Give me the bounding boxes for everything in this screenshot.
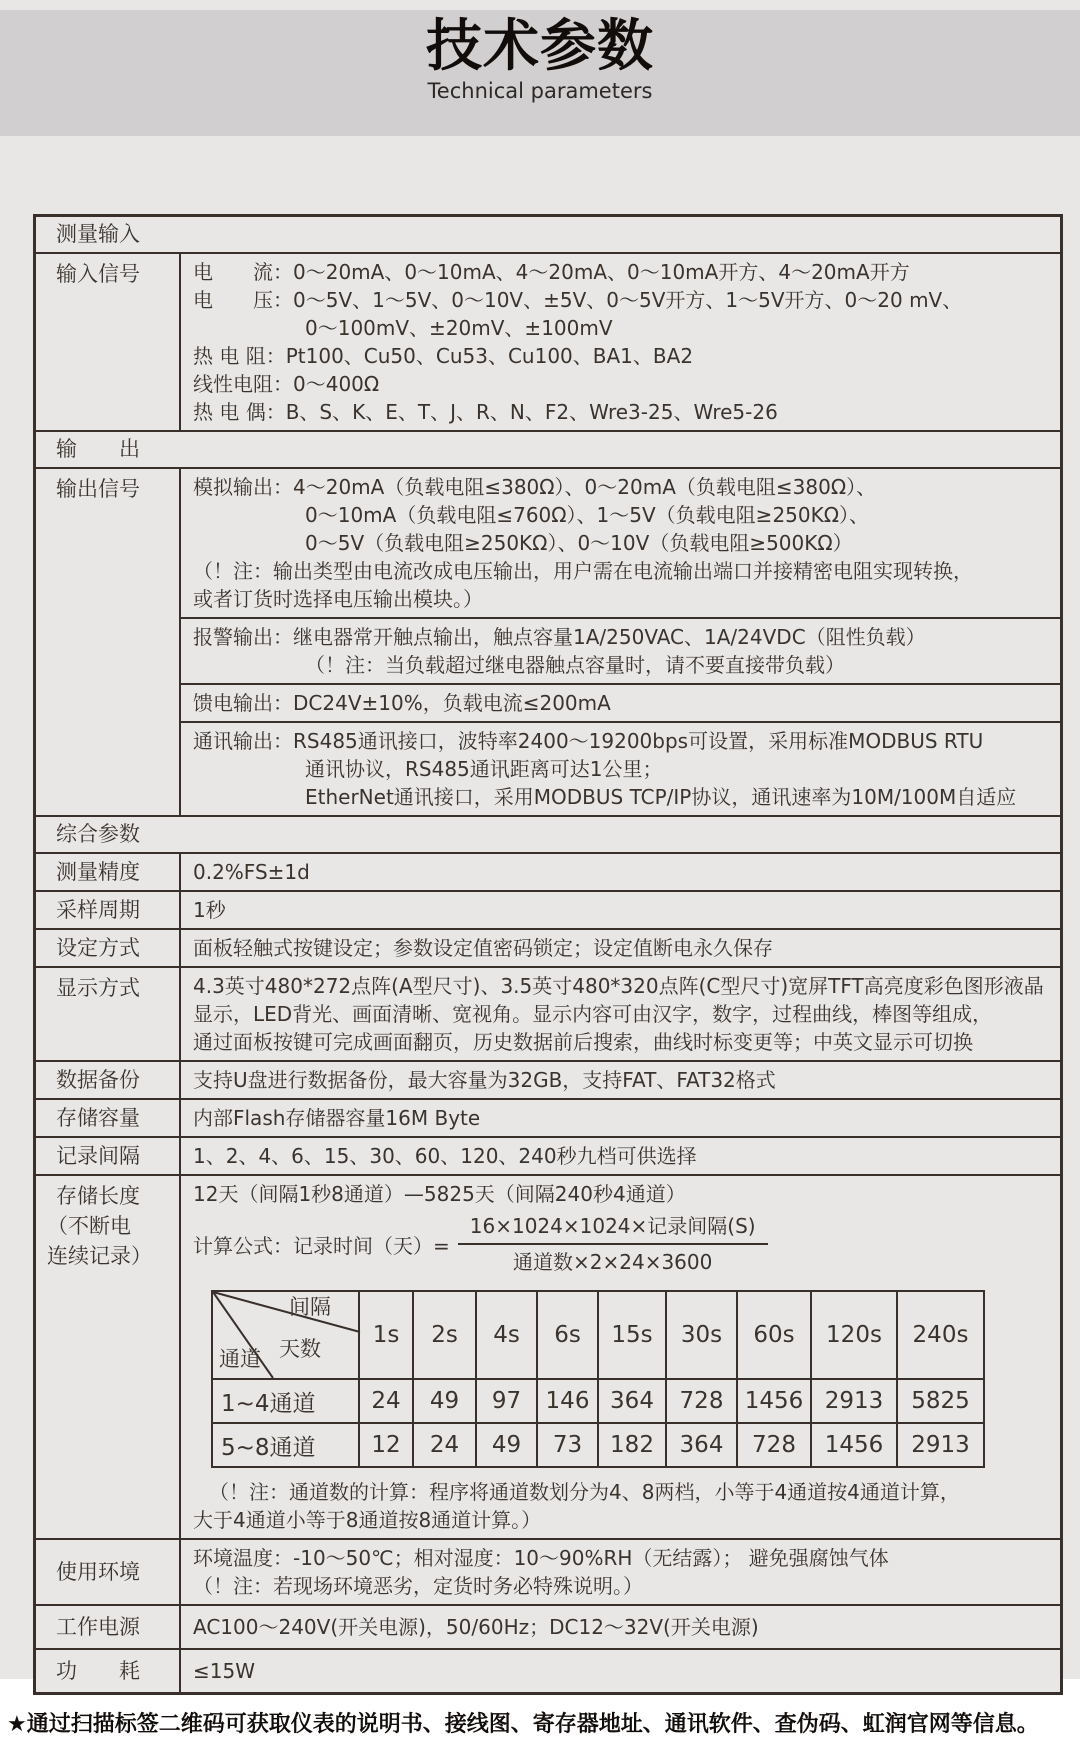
spec-line: AC100～240V(开关电源)，50/60Hz；DC12～32V(开关电源) — [193, 1615, 759, 1639]
spec-line: 线性电阻：0～400Ω — [193, 372, 380, 396]
storage-value: 24 — [359, 1379, 413, 1423]
storage-col-header: 6s — [537, 1291, 598, 1379]
storage-col-header: 30s — [666, 1291, 737, 1379]
spec-line: 面板轻触式按键设定；参数设定值密码锁定；设定值断电永久保存 — [193, 936, 773, 960]
subrow-feed-output — [181, 683, 1060, 721]
spec-line: 内部Flash存储器容量16M Byte — [193, 1106, 481, 1130]
row-label: 存储容量 — [36, 1100, 181, 1136]
row-label: 记录间隔 — [36, 1138, 181, 1174]
section-label: 测量输入 — [56, 222, 140, 246]
section-row-output — [36, 430, 1060, 467]
row-output-signal — [36, 467, 1060, 815]
row-content — [181, 968, 1060, 1060]
spec-line: 0～10mA（负载电阻≤760Ω）、1～5V（负载电阻≥250KΩ）、 — [305, 503, 870, 527]
storage-formula — [193, 1214, 1054, 1274]
section-label: 综合参数 — [56, 822, 140, 846]
row-label: 输入信号 — [36, 254, 181, 430]
storage-value: 1456 — [811, 1423, 897, 1467]
storage-value: 728 — [666, 1379, 737, 1423]
storage-value: 5825 — [897, 1379, 984, 1423]
footer-note: ★通过扫描标签二维码可获取仪表的说明书、接线图、寄存器地址、通讯软件、查伪码、虹润官网等信息。 — [7, 1712, 1039, 1737]
section-row-general — [36, 815, 1060, 852]
section-label: 输 出 — [56, 437, 140, 461]
storage-table-corner-cell — [212, 1291, 359, 1379]
row-content — [181, 1540, 1060, 1604]
spec-line: 热 电 偶：B、S、K、E、T、J、R、N、F2、Wre3-25、Wre5-26 — [193, 400, 778, 424]
storage-table — [211, 1290, 985, 1468]
formula-denominator: 通道数×2×24×3600 — [458, 1243, 768, 1274]
row-capacity — [36, 1098, 1060, 1136]
spec-table — [33, 214, 1063, 1695]
spec-line: 馈电输出：DC24V±10%，负载电流≤200mA — [193, 691, 611, 715]
spec-line: 报警输出：继电器常开触点输出，触点容量1A/250VAC、1A/24VDC（阻性负载） — [193, 625, 926, 649]
row-label: 数据备份 — [36, 1062, 181, 1098]
storage-value: 182 — [598, 1423, 666, 1467]
row-input-signal — [36, 252, 1060, 430]
spec-line: 显示，LED背光、画面清晰、宽视角。显示内容可由汉字，数字，过程曲线，棒图等组成， — [193, 1002, 993, 1026]
storage-value: 728 — [737, 1423, 811, 1467]
row-accuracy — [36, 852, 1060, 890]
storage-table-header-row — [212, 1291, 984, 1379]
storage-value: 1456 — [737, 1379, 811, 1423]
spec-line: EtherNet通讯接口，采用MODBUS TCP/IP协议，通讯速率为10M/100M自适应 — [305, 785, 1017, 809]
storage-value: 146 — [537, 1379, 598, 1423]
spec-line: 0～5V（负载电阻≥250KΩ）、0～10V（负载电阻≥500KΩ） — [305, 531, 853, 555]
row-label: 设定方式 — [36, 930, 181, 966]
spec-note-line: （！注：当负载超过继电器触点容量时，请不要直接带负载） — [305, 653, 845, 677]
storage-col-header: 15s — [598, 1291, 666, 1379]
row-label: 工作电源 — [36, 1606, 181, 1648]
spec-line: 通讯输出：RS485通讯接口，波特率2400～19200bps可设置，采用标准MODBUS RTU — [193, 729, 984, 753]
storage-col-header: 240s — [897, 1291, 984, 1379]
formula-fraction — [458, 1214, 768, 1274]
spec-line: 环境温度：-10～50℃；相对湿度：10～90%RH（无结露）； 避免强腐蚀气体 — [193, 1546, 889, 1570]
spec-line: 0～100mV、±20mV、±100mV — [305, 316, 613, 340]
spec-line: 支持U盘进行数据备份，最大容量为32GB，支持FAT、FAT32格式 — [193, 1068, 776, 1092]
spec-line: 通过面板按键可完成画面翻页，历史数据前后搜索，曲线时标变更等；中英文显示可切换 — [193, 1030, 973, 1054]
row-label: 测量精度 — [36, 854, 181, 890]
storage-row-label: 1~4通道 — [212, 1379, 359, 1423]
spec-line: 通讯协议，RS485通讯距离可达1公里； — [305, 757, 663, 781]
spec-line: 1、2、4、6、15、30、60、120、240秒九档可供选择 — [193, 1144, 697, 1168]
spec-line: 4.3英寸480*272点阵(A型尺寸)、3.5英寸480*320点阵(C型尺寸)宽屏TFT高亮度彩色图形液晶 — [193, 974, 1044, 998]
spec-note-line: （！注：输出类型由电流改成电压输出，用户需在电流输出端口并接精密电阻实现转换， — [193, 559, 973, 583]
spec-note-line: （！注：通道数的计算：程序将通道数划分为4、8两档，小等于4通道按4通道计算， — [209, 1480, 960, 1504]
row-content — [181, 469, 1060, 815]
storage-col-header: 4s — [476, 1291, 537, 1379]
page-title: 技术参数 — [426, 14, 654, 79]
spec-note-line: 或者订货时选择电压输出模块。） — [193, 587, 483, 611]
row-label: 采样周期 — [36, 892, 181, 928]
spec-line: 热 电 阻：Pt100、Cu50、Cu53、Cu100、BA1、BA2 — [193, 344, 694, 368]
storage-row-label: 5~8通道 — [212, 1423, 359, 1467]
storage-col-header: 2s — [413, 1291, 476, 1379]
subrow-analog-output — [181, 469, 1060, 617]
formula-prefix: 计算公式：记录时间（天）= — [193, 1233, 450, 1258]
formula-numerator: 16×1024×1024×记录间隔(S) — [469, 1214, 756, 1238]
storage-col-header: 60s — [737, 1291, 811, 1379]
storage-table-row — [212, 1379, 984, 1423]
row-content — [181, 1138, 1060, 1174]
section-row-measure-input — [36, 217, 1060, 252]
spec-note-line: 大于4通道小等于8通道按8通道计算。） — [193, 1508, 542, 1532]
row-content — [181, 892, 1060, 928]
row-interval — [36, 1136, 1060, 1174]
row-content — [181, 254, 1060, 430]
row-consumption — [36, 1648, 1060, 1692]
row-content — [181, 1650, 1060, 1692]
storage-value: 2913 — [897, 1423, 984, 1467]
spec-line: 0.2%FS±1d — [193, 860, 310, 884]
spec-line: 模拟输出：4～20mA（负载电阻≤380Ω）、0～20mA（负载电阻≤380Ω）、 — [193, 475, 877, 499]
storage-value: 49 — [476, 1423, 537, 1467]
subrow-alarm-output — [181, 617, 1060, 683]
storage-col-header: 120s — [811, 1291, 897, 1379]
corner-channel-label: 通道 — [219, 1347, 261, 1371]
corner-interval-label: 间隔 — [289, 1295, 331, 1319]
row-content — [181, 1100, 1060, 1136]
row-power — [36, 1604, 1060, 1648]
row-setting — [36, 928, 1060, 966]
spec-line: 电 压：0～5V、1～5V、0～10V、±5V、0～5V开方、1～5V开方、0～20 mV、 — [193, 288, 963, 312]
row-display — [36, 966, 1060, 1060]
row-content — [181, 1176, 1060, 1538]
row-content — [181, 854, 1060, 890]
row-sampling — [36, 890, 1060, 928]
storage-table-row — [212, 1423, 984, 1467]
spec-note-line: （！注：若现场环境恶劣，定货时务必特殊说明。） — [193, 1574, 643, 1598]
row-backup — [36, 1060, 1060, 1098]
spec-line: 1秒 — [193, 898, 226, 922]
row-label: 显示方式 — [36, 968, 181, 1060]
page-header — [0, 10, 1080, 136]
row-content — [181, 1062, 1060, 1098]
top-gap — [0, 0, 1080, 10]
storage-range-line: 12天（间隔1秒8通道）—5825天（间隔240秒4通道） — [193, 1182, 686, 1206]
spec-line: 电 流：0～20mA、0～10mA、4～20mA、0～10mA开方、4～20mA开方 — [193, 260, 910, 284]
storage-value: 2913 — [811, 1379, 897, 1423]
storage-value: 73 — [537, 1423, 598, 1467]
row-content — [181, 1606, 1060, 1648]
corner-days-label: 天数 — [279, 1337, 321, 1361]
row-label: 输出信号 — [36, 469, 181, 815]
storage-col-header: 1s — [359, 1291, 413, 1379]
storage-value: 24 — [413, 1423, 476, 1467]
storage-value: 49 — [413, 1379, 476, 1423]
storage-value: 364 — [598, 1379, 666, 1423]
spec-line: ≤15W — [193, 1659, 255, 1683]
subrow-comm-output — [181, 721, 1060, 815]
row-content — [181, 930, 1060, 966]
storage-value: 364 — [666, 1423, 737, 1467]
storage-value: 12 — [359, 1423, 413, 1467]
storage-value: 97 — [476, 1379, 537, 1423]
row-label: 存储长度 （不断电 连续记录） — [36, 1176, 181, 1538]
page-subtitle: Technical parameters — [427, 79, 653, 103]
row-storage-length — [36, 1174, 1060, 1538]
row-label: 使用环境 — [36, 1540, 181, 1604]
row-environment — [36, 1538, 1060, 1604]
row-label: 功 耗 — [36, 1650, 181, 1692]
